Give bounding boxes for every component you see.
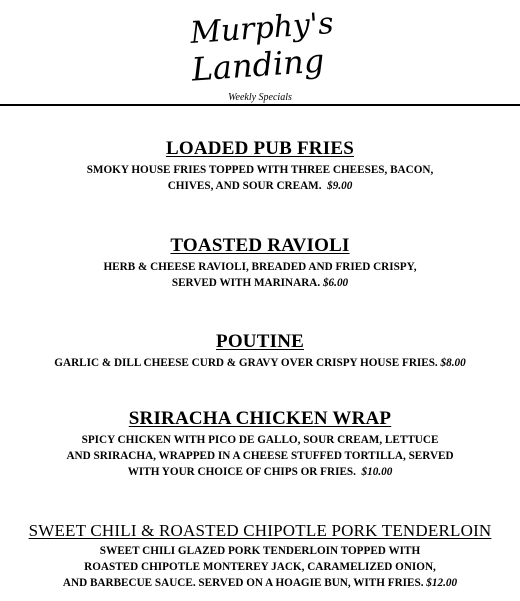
menu-item-pork-tenderloin (0, 520, 520, 591)
item-description: SPICY CHICKEN WITH PICO DE GALLO, SOUR CREAM, LETTUCE AND SRIRACHA, WRAPPED IN A CHEESE STUFFED TORTILLA, SERVED WITH YOUR CHOICE OF CHIPS OR FRIES. $10.00 (66, 434, 454, 478)
item-price: $10.00 (361, 466, 393, 478)
item-price: $8.00 (440, 357, 466, 369)
item-description: GARLIC & DILL CHEESE CURD & GRAVY OVER CRISPY HOUSE FRIES. $8.00 (54, 357, 466, 369)
item-title: LOADED PUB FRIES (166, 138, 354, 159)
header-divider (0, 104, 520, 106)
item-title: TOASTED RAVIOLI (170, 235, 350, 256)
item-title: SWEET CHILI & ROASTED CHIPOTLE PORK TENDERLOIN (28, 521, 492, 540)
item-title: POUTINE (216, 331, 304, 352)
svg-text:Murphy's: Murphy's (189, 6, 335, 51)
item-title: SRIRACHA CHICKEN WRAP (128, 408, 392, 429)
menu-item-loaded-pub-fries (0, 138, 520, 194)
item-description: HERB & CHEESE RAVIOLI, BREADED AND FRIED CRISPY, SERVED WITH MARINARA. $6.00 (103, 261, 417, 289)
item-description: SMOKY HOUSE FRIES TOPPED WITH THREE CHEESES, BACON, CHIVES, AND SOUR CREAM. $9.00 (86, 164, 434, 192)
item-description: SWEET CHILI GLAZED PORK TENDERLOIN TOPPED WITH ROASTED CHIPOTLE MONTEREY JACK, CARAMELIZED ONION, AND BARBECUE SAUCE. SERVED ON A HOAGIE BUN, WITH FRIES. $12.00 (62, 545, 458, 589)
weekly-specials-subtitle: Weekly Specials (228, 92, 292, 103)
item-price: $12.00 (426, 577, 458, 589)
item-price: $9.00 (327, 180, 353, 192)
murphys-landing-logo (0, 0, 520, 90)
item-price: $6.00 (322, 277, 349, 289)
menu-item-poutine (0, 331, 520, 371)
menu-item-toasted-ravioli (0, 235, 520, 291)
svg-text:Landing: Landing (190, 41, 326, 89)
menu-item-sriracha-chicken-wrap (0, 408, 520, 480)
